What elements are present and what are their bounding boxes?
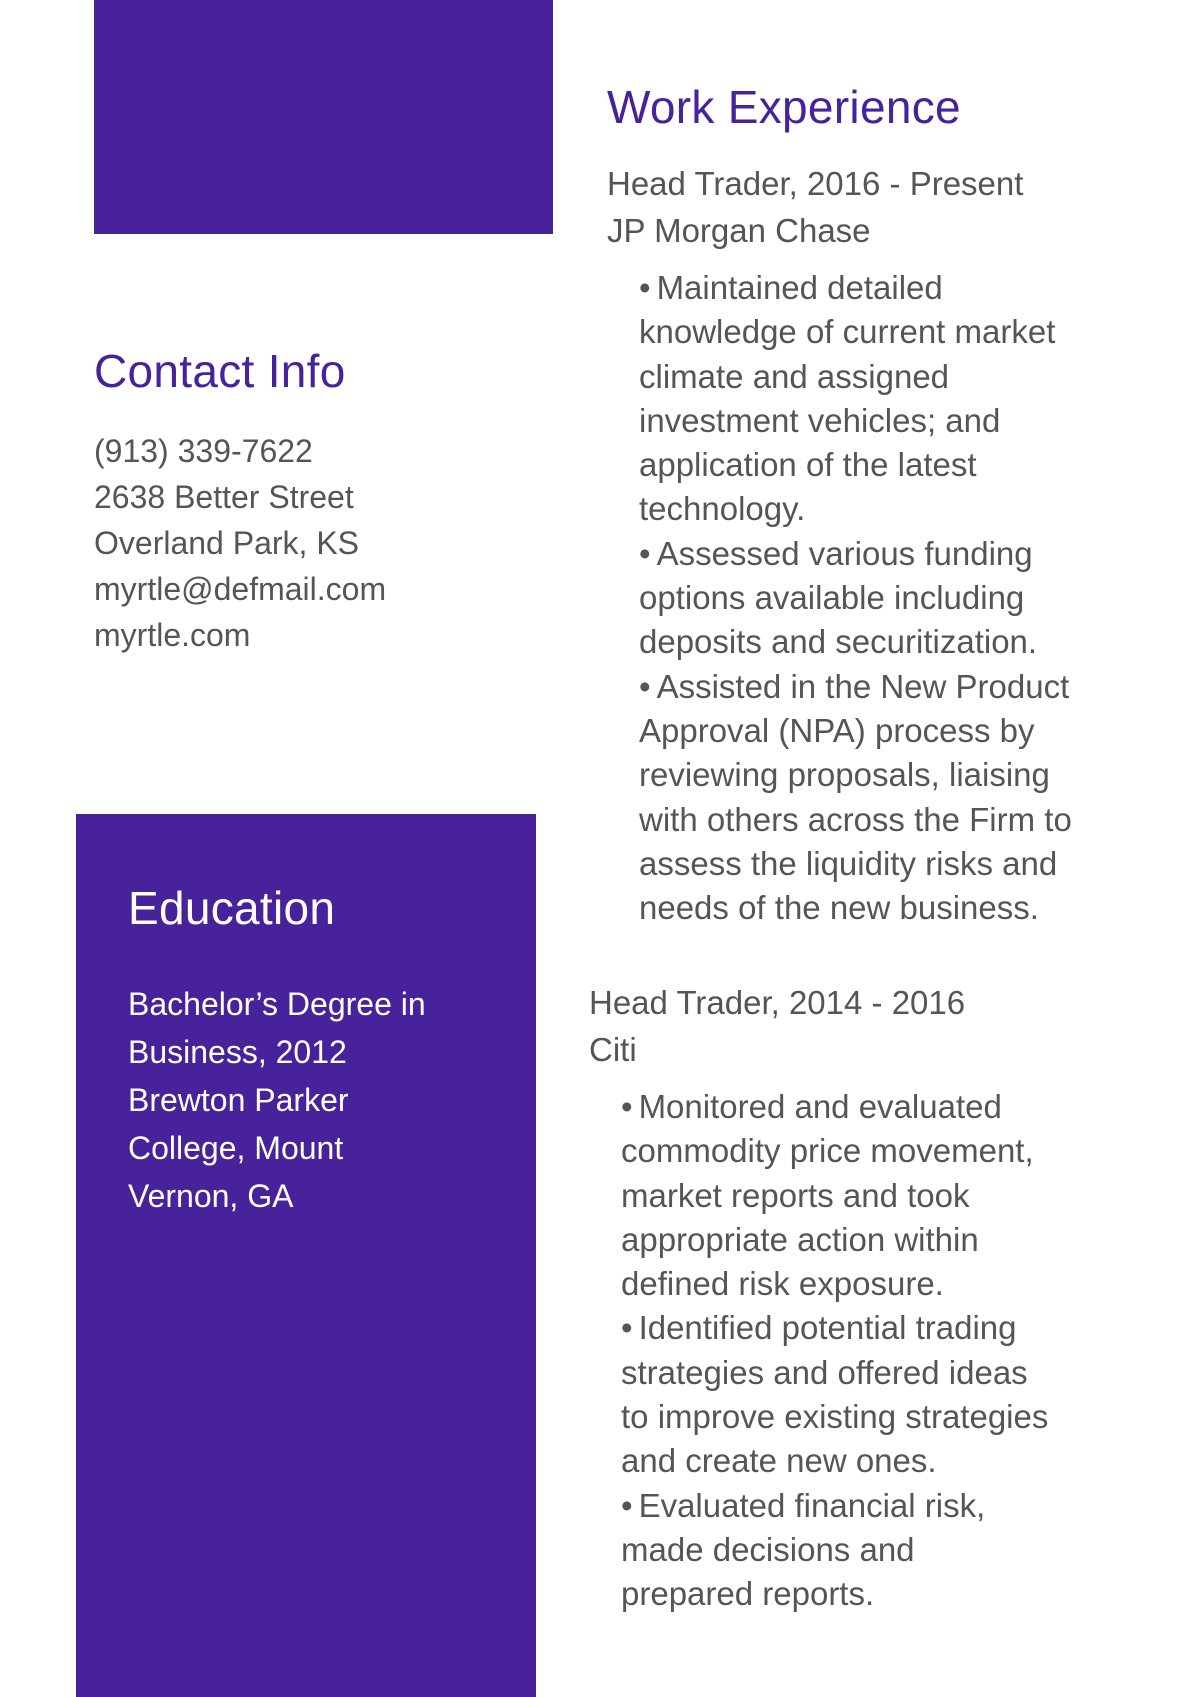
bullet-text-line: commodity price movement, — [621, 1132, 1034, 1170]
bullet-text-line: Assisted in the New Product — [656, 667, 1070, 705]
job-bullet — [639, 266, 1149, 532]
header-accent-block — [94, 0, 553, 234]
bullet-icon: • — [639, 667, 651, 705]
bullet-text-line: Identified potential trading — [638, 1309, 1017, 1347]
bullet-text-line: deposits and securitization. — [639, 623, 1038, 661]
work-experience-heading: Work Experience — [607, 81, 961, 133]
contact-email: myrtle@defmail.com — [94, 571, 387, 607]
bullet-text-line: prepared reports. — [621, 1575, 875, 1613]
bullet-text-line: to improve existing strategies — [621, 1398, 1049, 1436]
contact-street: 2638 Better Street — [94, 479, 354, 515]
education-degree-line: Bachelor’s Degree in — [128, 986, 426, 1022]
education-degree-line: Business, 2012 — [128, 1034, 347, 1070]
bullet-text-line: investment vehicles; and — [639, 401, 1001, 439]
bullet-text-line: reviewing proposals, liaising — [639, 756, 1050, 794]
bullet-text-line: with others across the Firm to — [639, 800, 1072, 838]
contact-city: Overland Park, KS — [94, 525, 359, 561]
job-bullet — [621, 1306, 1131, 1483]
contact-website: myrtle.com — [94, 617, 251, 653]
job-bullet — [639, 665, 1149, 931]
job-title: Head Trader, 2016 - Present — [607, 165, 1024, 202]
job-company: Citi — [589, 1031, 637, 1068]
bullet-icon: • — [639, 534, 651, 572]
bullet-icon: • — [621, 1486, 633, 1524]
bullet-text-line: made decisions and — [621, 1530, 915, 1568]
job-entry — [607, 160, 1167, 930]
bullet-text-line: knowledge of current market — [639, 313, 1056, 351]
education-details — [128, 980, 528, 1220]
bullet-text-line: defined risk exposure. — [621, 1265, 944, 1303]
bullet-text-line: market reports and took — [621, 1176, 970, 1214]
education-school-line: Vernon, GA — [128, 1178, 294, 1214]
bullet-text-line: and create new ones. — [621, 1442, 937, 1480]
contact-list — [94, 428, 386, 658]
job-bullet — [621, 1484, 1131, 1617]
bullet-text-line: climate and assigned — [639, 357, 950, 395]
bullet-icon: • — [639, 269, 651, 306]
bullet-icon: • — [621, 1309, 633, 1347]
bullet-text-line: Approval (NPA) process by — [639, 711, 1035, 749]
education-school-line: College, Mount — [128, 1130, 344, 1166]
job-bullet — [639, 532, 1149, 665]
bullet-text-line: application of the latest — [639, 446, 977, 484]
education-panel — [76, 814, 536, 1697]
bullet-text-line: strategies and offered ideas — [621, 1353, 1028, 1391]
job-bullet-list — [621, 1085, 1131, 1617]
bullet-text-line: technology. — [639, 490, 806, 528]
job-bullet — [621, 1085, 1131, 1306]
job-bullet-list — [639, 266, 1149, 930]
contact-phone: (913) 339-7622 — [94, 433, 313, 469]
job-company: JP Morgan Chase — [607, 212, 871, 249]
bullet-text-line: needs of the new business. — [639, 889, 1039, 927]
bullet-text-line: Evaluated financial risk, — [638, 1486, 986, 1524]
job-title: Head Trader, 2014 - 2016 — [589, 984, 966, 1021]
bullet-text-line: assess the liquidity risks and — [639, 844, 1058, 882]
bullet-text-line: Monitored and evaluated — [638, 1088, 1002, 1125]
bullet-text-line: options available including — [639, 579, 1025, 617]
bullet-icon: • — [621, 1088, 633, 1125]
education-school-line: Brewton Parker — [128, 1082, 349, 1118]
education-heading: Education — [128, 882, 336, 934]
job-entry — [589, 979, 1149, 1617]
bullet-text-line: appropriate action within — [621, 1220, 979, 1258]
contact-info-heading: Contact Info — [94, 345, 346, 397]
bullet-text-line: Assessed various funding — [656, 534, 1033, 572]
bullet-text-line: Maintained detailed — [656, 269, 943, 306]
